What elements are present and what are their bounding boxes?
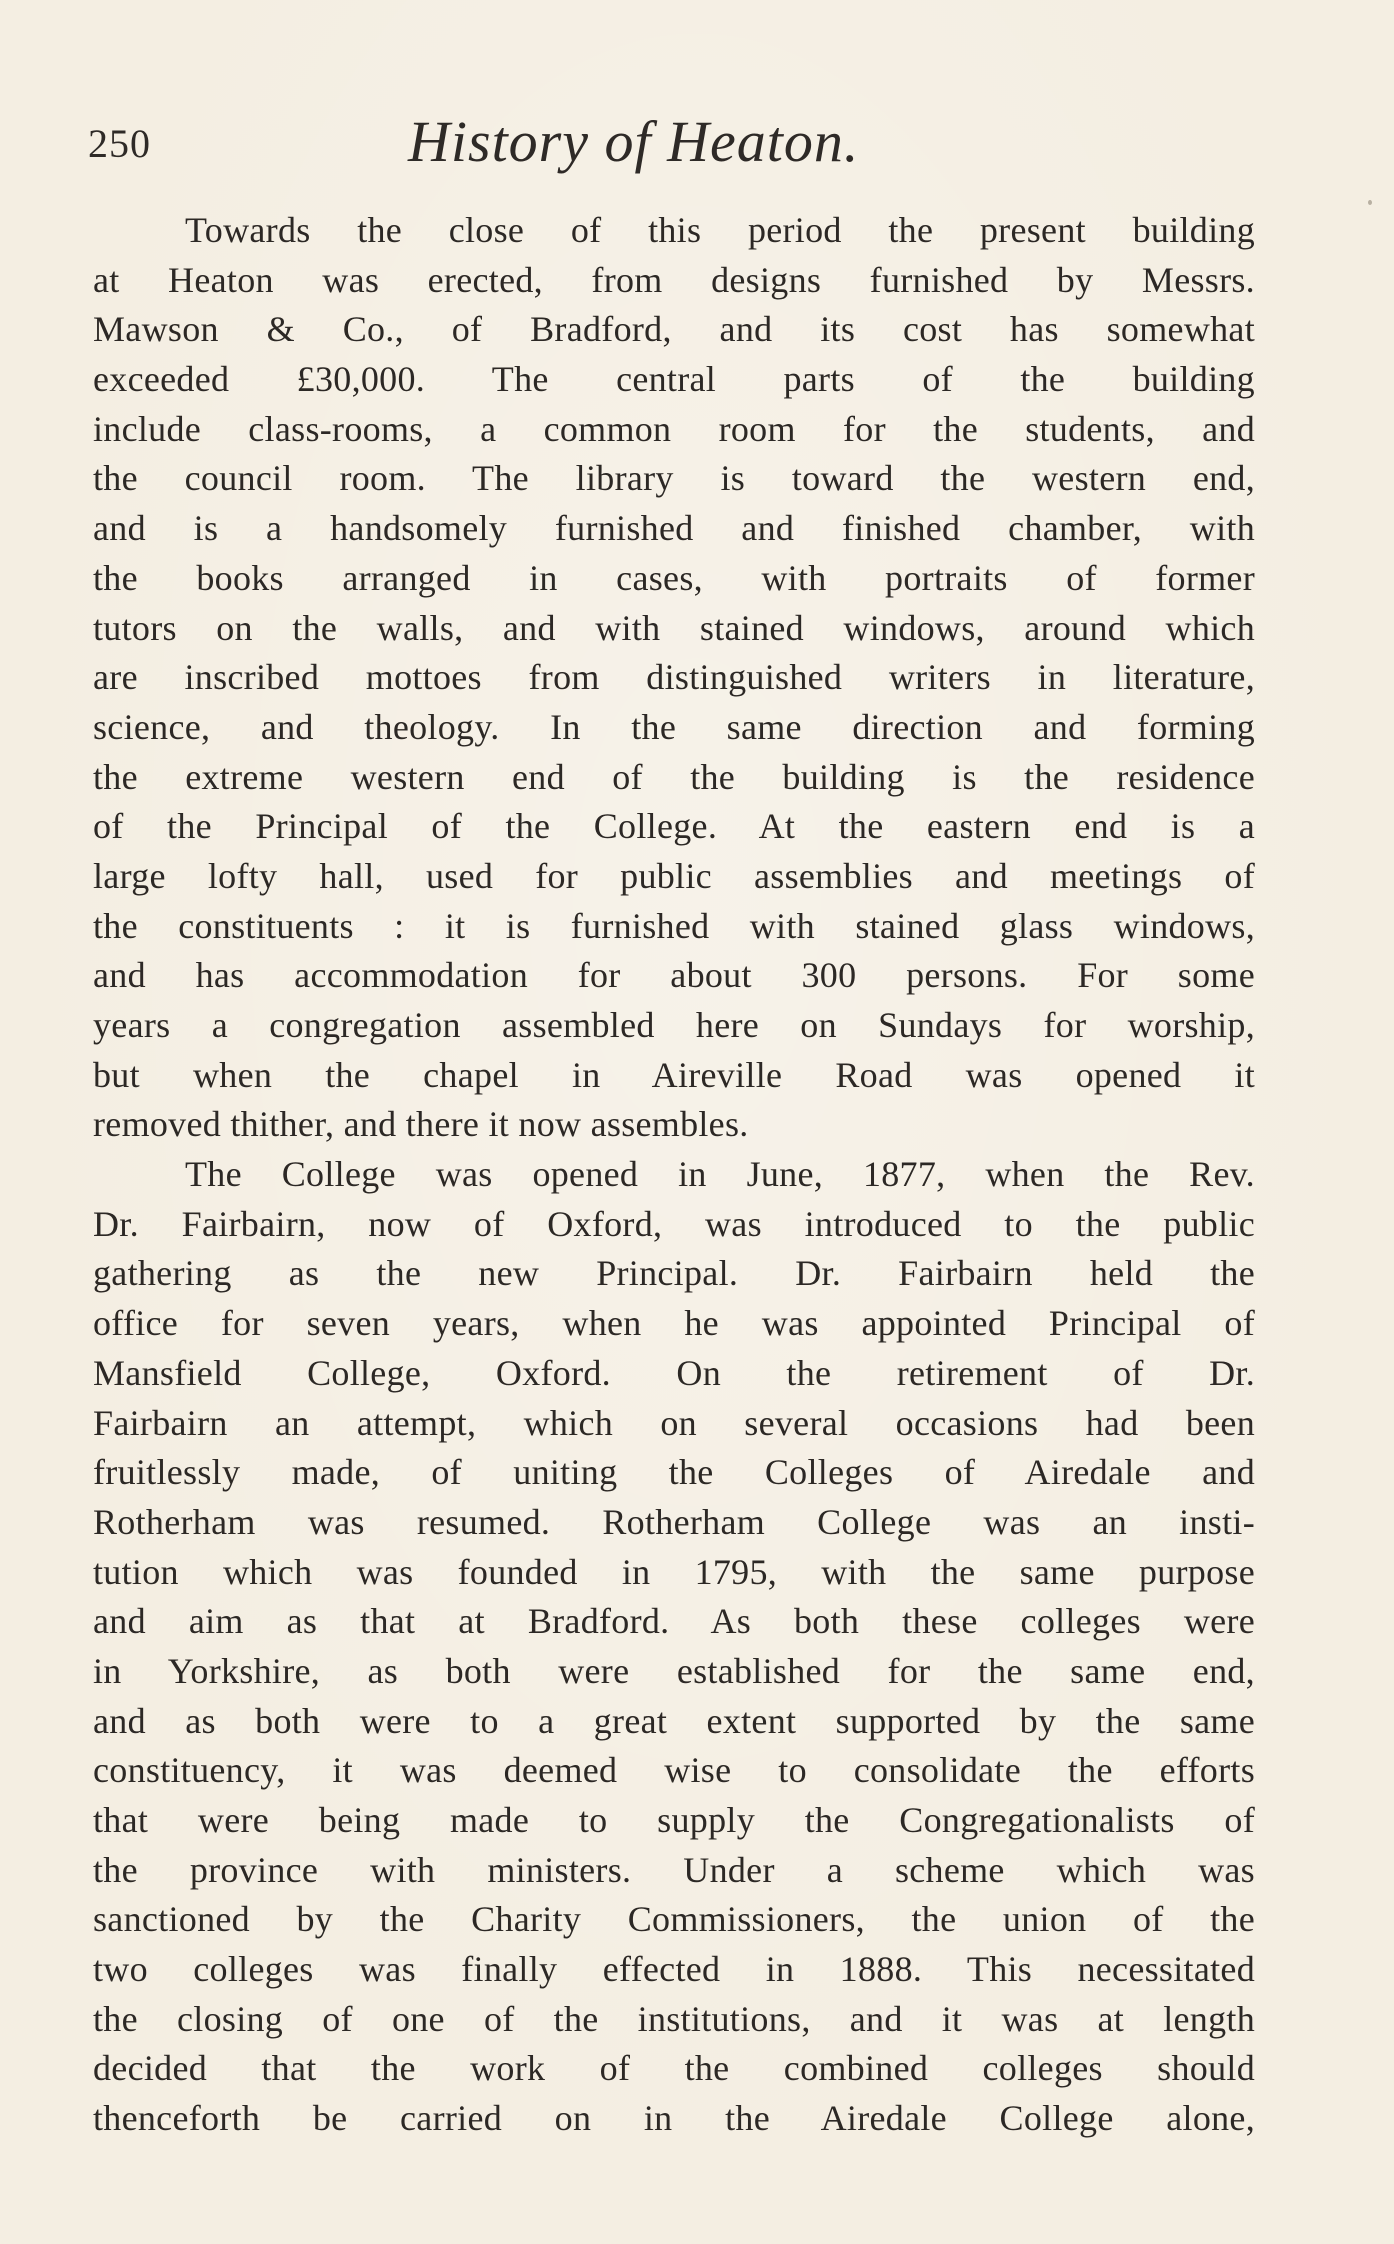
text-line: two colleges was finally effected in 1888. This necessitated — [93, 1949, 1255, 1990]
text-line: tutors on the walls, and with stained windows, around which — [93, 607, 1255, 648]
text-line: gathering as the new Principal. Dr. Fairbairn held the — [93, 1253, 1255, 1294]
text-line: the closing of one of the institutions, and it was at length — [93, 1998, 1255, 2039]
text-line: Mansfield College, Oxford. On the retirement of Dr. — [93, 1352, 1255, 1393]
text-line: the constituents : it is furnished with stained glass windows, — [93, 905, 1255, 946]
text-line: Towards the close of this period the present building — [185, 210, 1255, 250]
text-line: constituency, it was deemed wise to consolidate the efforts — [93, 1750, 1255, 1791]
text-line: fruitlessly made, of uniting the Colleges of Airedale and — [93, 1452, 1255, 1493]
body-text — [93, 206, 1255, 2144]
text-line: science, and theology. In the same direction and forming — [93, 706, 1255, 747]
text-line: but when the chapel in Aireville Road was opened it — [93, 1054, 1255, 1095]
text-line: Rotherham was resumed. Rotherham College was an insti- — [93, 1501, 1255, 1542]
text-line: thenceforth be carried on in the Airedale College alone, — [93, 2098, 1255, 2139]
text-line: The College was opened in June, 1877, when the Rev. — [185, 1154, 1255, 1195]
text-line: the province with ministers. Under a scheme which was — [93, 1849, 1255, 1890]
text-line: removed thither, and there it now assembles. — [93, 1104, 749, 1145]
text-line: Mawson & Co., of Bradford, and its cost has somewhat — [93, 309, 1255, 350]
text-line: sanctioned by the Charity Commissioners, the union of the — [93, 1899, 1255, 1940]
text-line: at Heaton was erected, from designs furnished by Messrs. — [93, 259, 1255, 300]
page-title: History of Heaton. — [408, 109, 860, 174]
text-line: the council room. The library is toward the western end, — [93, 458, 1255, 499]
text-line: Fairbairn an attempt, which on several occasions had been — [93, 1402, 1255, 1443]
text-line: office for seven years, when he was appointed Principal of — [93, 1303, 1255, 1344]
text-line: that were being made to supply the Congregationalists of — [93, 1800, 1255, 1840]
text-line: exceeded £30,000. The central parts of the building — [93, 359, 1255, 400]
text-line: of the Principal of the College. At the eastern end is a — [93, 806, 1255, 847]
page-number: 250 — [88, 121, 151, 166]
text-line: are inscribed mottoes from distinguished writers in literature, — [93, 657, 1255, 698]
text-line: include class-rooms, a common room for the students, and — [93, 408, 1255, 449]
text-line: decided that the work of the combined colleges should — [93, 2048, 1255, 2089]
text-line: and is a handsomely furnished and finished chamber, with — [93, 508, 1255, 549]
text-line: Dr. Fairbairn, now of Oxford, was introduced to the public — [93, 1203, 1255, 1244]
text-line: in Yorkshire, as both were established for the same end, — [93, 1650, 1255, 1691]
text-line: and aim as that at Bradford. As both these colleges were — [93, 1601, 1255, 1642]
text-line: and as both were to a great extent supported by the same — [93, 1700, 1255, 1741]
text-line: the extreme western end of the building is the residence — [93, 756, 1255, 797]
text-line: tution which was founded in 1795, with the same purpose — [93, 1551, 1255, 1592]
text-line: large lofty hall, used for public assemblies and meetings of — [93, 855, 1255, 896]
text-line: and has accommodation for about 300 persons. For some — [93, 955, 1255, 996]
running-head — [88, 96, 1268, 186]
text-line: years a congregation assembled here on Sundays for worship, — [93, 1005, 1255, 1045]
text-line: the books arranged in cases, with portraits of former — [93, 557, 1255, 598]
paper-speck — [1368, 200, 1372, 205]
